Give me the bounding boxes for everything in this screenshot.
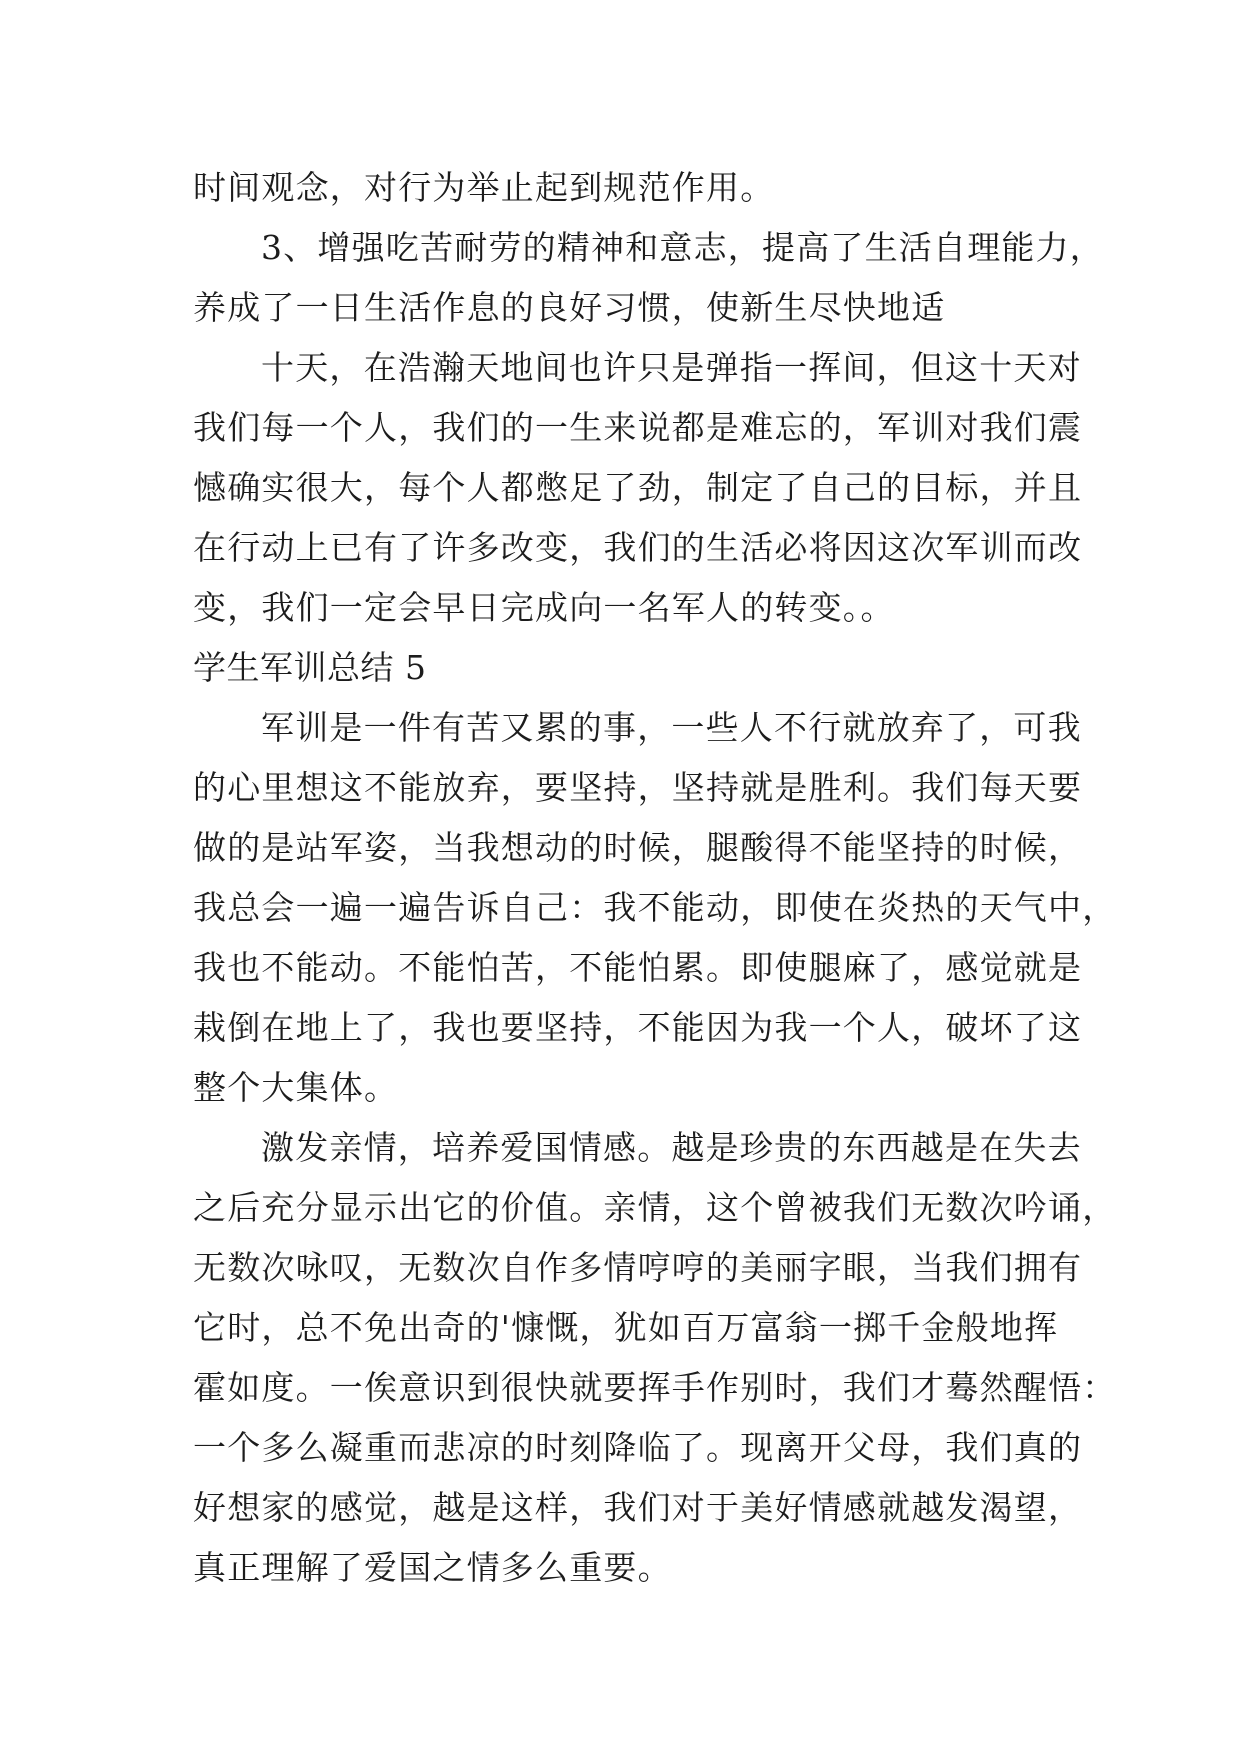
text-line: 我们每一个人，我们的一生来说都是难忘的，军训对我们震 (193, 408, 1083, 447)
text-line: 做的是站军姿，当我想动的时候，腿酸得不能坚持的时候， (193, 828, 1083, 867)
text-line: 时间观念，对行为举止起到规范作用。 (193, 168, 775, 207)
text-line: 军训是一件有苦又累的事，一些人不行就放弃了，可我 (261, 708, 1082, 747)
text-line: 养成了一日生活作息的良好习惯，使新生尽快地适 (193, 288, 946, 327)
text-line: 变，我们一定会早日完成向一名军人的转变。。 (193, 588, 895, 627)
text-line: 激发亲情，培养爱国情感。越是珍贵的东西越是在失去 (261, 1128, 1082, 1167)
text-line: 3、增强吃苦耐劳的精神和意志，提高了生活自理能力， (261, 228, 1104, 267)
text-line: 霍如度。一俟意识到很快就要挥手作别时，我们才蓦然醒悟： (193, 1368, 1117, 1407)
text-line: 它时，总不免出奇的'慷慨，犹如百万富翁一掷千金般地挥 (193, 1308, 1059, 1347)
text-line: 之后充分显示出它的价值。亲情，这个曾被我们无数次吟诵， (193, 1188, 1117, 1227)
text-line: 真正理解了爱国之情多么重要。 (193, 1548, 672, 1587)
text-line: 的心里想这不能放弃，要坚持，坚持就是胜利。我们每天要 (193, 768, 1083, 807)
text-line: 整个大集体。 (193, 1068, 399, 1107)
document-body (193, 158, 1117, 1598)
text-line: 无数次咏叹，无数次自作多情哼哼的美丽字眼，当我们拥有 (193, 1248, 1083, 1287)
text-line: 好想家的感觉，越是这样，我们对于美好情感就越发渴望， (193, 1488, 1083, 1527)
text-line: 栽倒在地上了，我也要坚持，不能因为我一个人，破坏了这 (193, 1008, 1083, 1047)
text-line: 十天，在浩瀚天地间也许只是弹指一挥间，但这十天对 (261, 348, 1082, 387)
text-line: 我总会一遍一遍告诉自己：我不能动，即使在炎热的天气中， (193, 888, 1117, 927)
text-line: 在行动上已有了许多改变，我们的生活必将因这次军训而改 (193, 528, 1083, 567)
text-line: 憾确实很大，每个人都憋足了劲，制定了自己的目标，并且 (193, 468, 1083, 507)
section-heading: 学生军训总结 5 (193, 648, 427, 687)
text-line: 我也不能动。不能怕苦，不能怕累。即使腿麻了，感觉就是 (193, 948, 1083, 987)
text-line: 一个多么凝重而悲凉的时刻降临了。现离开父母，我们真的 (193, 1428, 1083, 1467)
